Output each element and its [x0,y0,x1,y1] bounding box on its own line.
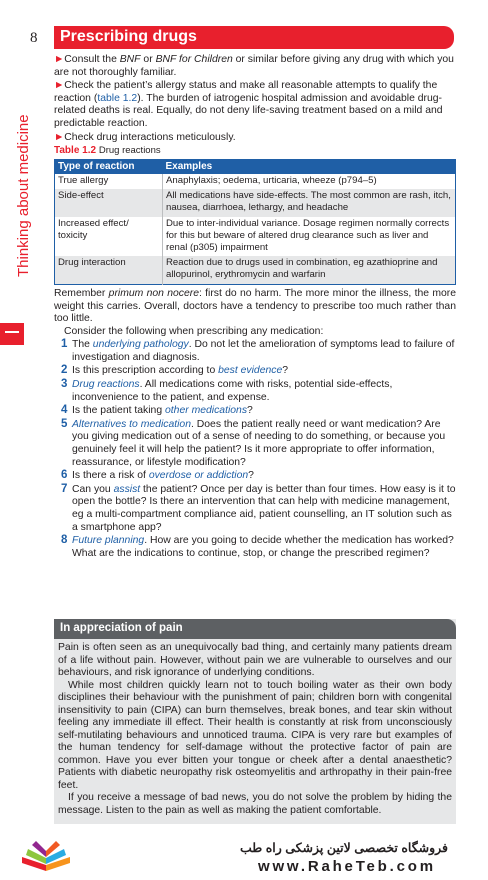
table-row [55,217,456,256]
watermark-persian-text: فروشگاه تخصصی لاتین پزشکی راه طب [240,841,449,855]
text: Is the patient taking [72,405,165,417]
list-item [54,338,456,364]
list-item [54,418,456,469]
remember-paragraph [54,288,456,326]
list-item [54,469,456,483]
list-item [54,404,456,418]
section-heading-bar [54,26,454,49]
list-item [54,378,456,404]
pain-info-box [54,619,456,824]
list-item [54,483,456,534]
list-number: 2 [61,364,68,377]
text: : first do no harm. The more minor the illness, the more weight this carries. Overall, doctors have a tendency to prescribe too much rather than too little. [54,287,456,325]
text: . All medications come with risks, potential side-effects, inconvenience to the patient, and expense. [72,379,393,403]
list-item [54,364,456,378]
text: ? [248,470,254,482]
table-caption-text: Drug reactions [98,145,161,157]
text: Check the patient’s allergy status and make all reasonable attempts to qualify the reaction ( [54,80,438,104]
pain-paragraph: While most children quickly learn not to touch boiling water as their own body disciplines their behaviour with the punishment of pain; children born with congenital insensitivity to pain (CIPA) can burn themselves, break bones, and tear skin without feeling any immediate ill effect. Their health is constantly at risk from unconsciously self-mutilating behaviours and unnoticed trauma. CIPA is very rare but examples of the human tendency for self-damage without the protective factor of pain are common. Have you ever bitten your tongue or cheek after a dental anaesthetic? Patients with diabetic neuropathy risk osteomyelitis and arthropathy in their pain-free feet. [58,679,452,791]
table-header: Examples [163,159,456,173]
drug-reactions-table [54,159,456,285]
pain-box-title: In appreciation of pain [54,619,456,639]
text: ? [247,405,253,417]
side-chapter-label [14,114,40,278]
table-caption [54,145,456,158]
table-cell: Reaction due to drugs used in combination, eg azathioprine and allopurinol, erythromycin and warfarin [163,256,456,284]
watermark-url: www.RaheTeb.com [258,858,436,875]
list-number: 4 [61,404,68,417]
table-caption-label: Table 1.2 [54,145,97,157]
bullet-interactions [54,132,456,145]
chapter-tab-marker [0,323,24,345]
list-number: 1 [61,338,68,351]
key-term: assist [113,483,141,495]
bullet-allergy [54,80,456,130]
table-row [55,174,456,190]
text: Is this prescription according to [72,365,219,377]
text: . How are you going to decide whether the medication has worked? What are the indications to continue, stop, or change the prescribed regimen? [72,535,454,559]
list-number: 7 [61,482,68,495]
text: The [72,339,93,351]
arrow-icon: ► [54,54,65,65]
key-term: overdose or addiction [148,470,249,482]
text: . Does the patient really need or want medication? Are you giving medication out of a sense of needing to do something, or because you genuinely feel it will help the patient? Is it more appropriate to offer information, reassurance, or lifestyle modification? [72,418,446,468]
table-cell: Side-effect [55,189,163,217]
list-number: 5 [61,417,68,430]
table-cell: Drug interaction [55,256,163,284]
text: Is there a risk of [72,470,149,482]
key-term: underlying pathology [92,339,189,351]
pain-paragraph: If you receive a message of bad news, you do not solve the problem by hiding the message. Listen to the pain as well as making the patient comfortable. [58,792,452,816]
table-row [55,189,456,217]
table-cell: Anaphylaxis; oedema, urticaria, wheeze (p794–5) [166,174,377,186]
page-number: 8 [30,30,38,46]
book-logo-icon [16,833,76,880]
bullet-consult [54,54,456,79]
text: or similar before giving any drug with which you are not thoroughly familiar. [54,54,454,78]
main-text [54,54,456,560]
text: Remember [54,287,109,299]
bnf-ref: BNF [119,54,141,65]
key-term: Drug reactions [72,379,140,391]
text: ). The burden of iatrogenic hospital admission and avoidable drug-related deaths is real. Equally, do not deny life-saving treatment based on a mild and predictable reaction. [54,92,443,129]
table-cell: Increased effect/ toxicity [55,217,163,256]
pain-paragraph: Pain is often seen as an unequivocally bad thing, and certainly many patients dream of a life without pain. However, without pain we are vulnerable to ourselves and our behaviours, and risk ignorance of underlying conditions. [58,642,452,678]
text: ? [282,365,289,377]
section-title: Prescribing drugs [60,28,197,45]
table-cell: True allergy [55,174,163,190]
text: Consult the [64,54,120,65]
consider-line: Consider the following when prescribing any medication: [64,325,324,337]
text: the patient? Once per day is better than four times. How easy is it to open the bottle? Is there an intervention that can help with medicine management, eg a multi-compartment compliance aid, patient counselling, an IT solution such as a smartphone app? [72,483,456,533]
chapter-tab-icon [5,331,19,338]
table-cell: All medications have side-effects. The most common are rash, itch, nausea, diarrhoea, lethargy, and headache [163,189,456,217]
table-header-row [55,159,456,173]
text: . Do not let the amelioration of symptoms lead to failure of investigation and diagnosis. [72,339,455,363]
pain-box-body [54,639,456,817]
list-item [54,534,456,560]
text: Can you [72,483,114,495]
table-ref-link[interactable]: table 1.2 [97,92,138,104]
arrow-icon: ► [54,80,65,92]
table-header: Type of reaction [55,159,163,173]
list-number: 3 [61,378,68,391]
list-number: 6 [61,469,68,482]
key-term: other medications [165,405,248,417]
key-term: Alternatives to medication [72,418,191,430]
key-term: best evidence [218,365,283,377]
bnfc-ref: BNF for Children [155,54,233,65]
text: or [140,54,156,65]
latin-phrase: primum non nocere [108,287,199,299]
table-row [55,256,456,284]
key-term: Future planning [72,535,145,547]
list-number: 8 [61,534,68,547]
side-title: Thinking about medicine [15,114,32,277]
text: Check drug interactions meticulously. [64,131,236,143]
prescribing-checklist [54,338,456,560]
arrow-icon: ► [54,131,65,143]
table-cell: Due to inter-individual variance. Dosage regimen normally corrects for this but beware of altered drug clearance such as liver and renal (p305) impairment [166,217,450,253]
